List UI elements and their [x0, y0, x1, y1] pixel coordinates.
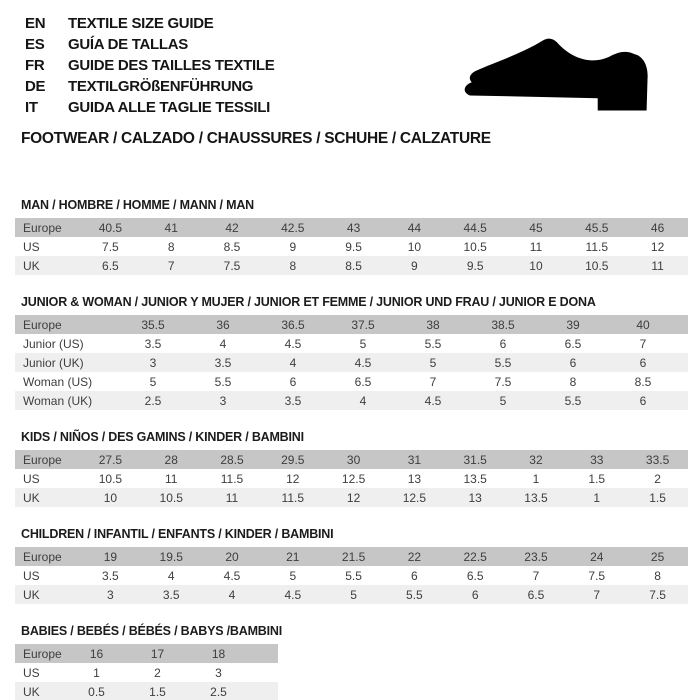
size-cell: 44.5	[463, 220, 487, 235]
size-cell: 28.5	[220, 452, 244, 467]
table-row	[15, 566, 688, 585]
size-cell: 9.5	[466, 258, 484, 273]
size-cell: 1.5	[649, 490, 666, 505]
size-cell: 10.5	[159, 490, 183, 505]
size-cell: 43	[346, 220, 361, 235]
size-cell: 13	[407, 471, 422, 486]
size-cell: 5	[359, 336, 367, 351]
size-cell: 11	[651, 258, 664, 273]
language-row	[25, 34, 274, 55]
table-row	[15, 644, 278, 663]
size-cell: 19	[103, 549, 118, 564]
size-cell: 33.5	[645, 452, 670, 467]
size-cell: 31	[407, 452, 422, 467]
table-row	[15, 315, 688, 334]
table-row	[15, 585, 688, 604]
size-cell: 5.5	[424, 336, 442, 351]
size-cell: 10.5	[463, 239, 487, 254]
size-cell: 45	[529, 220, 543, 235]
size-cell: 38	[426, 317, 440, 332]
size-cell: 4	[359, 393, 367, 408]
size-cell: 4.5	[284, 587, 302, 602]
size-cell: 2	[154, 665, 161, 680]
language-title: TEXTILE SIZE GUIDE	[68, 15, 214, 32]
filler-cell	[249, 663, 278, 682]
row-label: UK	[23, 490, 40, 505]
size-cell: 8.5	[345, 258, 362, 273]
row-label: Europe	[23, 317, 62, 332]
size-tables	[15, 198, 695, 700]
table-row	[15, 237, 688, 256]
size-cell: 40.5	[98, 220, 123, 235]
row-label: UK	[23, 587, 40, 602]
table-row	[15, 334, 688, 353]
size-cell: 40	[636, 317, 650, 332]
filler-cell	[678, 372, 688, 391]
row-label: Junior (UK)	[23, 355, 84, 370]
table-row	[15, 682, 278, 700]
size-cell: 12	[650, 239, 665, 254]
size-table-section	[15, 430, 695, 507]
size-cell: 17	[150, 646, 165, 661]
size-cell: 8	[167, 239, 175, 254]
size-cell: 3.5	[102, 568, 119, 583]
language-title: TEXTILGRÖßENFÜHRUNG	[68, 78, 254, 95]
size-cell: 5.5	[345, 568, 362, 583]
size-cell: 7.5	[102, 239, 119, 254]
size-cell: 6	[289, 374, 297, 389]
size-cell: 7	[167, 258, 175, 273]
size-cell: 7	[593, 587, 601, 602]
size-cell: 6	[639, 355, 647, 370]
table-row	[15, 547, 688, 566]
size-cell: 11.5	[585, 239, 608, 254]
size-cell: 5	[499, 393, 507, 408]
size-cell: 7	[429, 374, 437, 389]
size-cell: 10.5	[585, 258, 609, 273]
row-label: US	[23, 665, 40, 680]
size-cell: 6.5	[466, 568, 484, 583]
language-row	[25, 76, 274, 97]
size-cell: 8.5	[634, 374, 652, 389]
row-label: Woman (US)	[23, 374, 93, 389]
language-row	[25, 13, 274, 34]
size-cell: 6	[499, 336, 507, 351]
filler-cell	[678, 334, 688, 353]
size-cell: 21.5	[341, 549, 366, 564]
row-label: Europe	[23, 220, 62, 235]
size-cell: 38.5	[491, 317, 515, 332]
size-table	[15, 218, 688, 275]
size-cell: 10.5	[98, 471, 123, 486]
size-cell: 4.5	[223, 568, 241, 583]
row-label: US	[23, 568, 40, 583]
size-cell: 13.5	[524, 490, 548, 505]
size-cell: 7.5	[494, 374, 512, 389]
size-cell: 4	[167, 568, 175, 583]
size-cell: 11	[164, 471, 178, 486]
size-cell: 0.5	[88, 684, 105, 699]
size-cell: 3.5	[162, 587, 180, 602]
row-label: Junior (US)	[23, 336, 84, 351]
size-cell: 18	[211, 646, 226, 661]
size-cell: 10	[407, 239, 422, 254]
size-cell: 1	[532, 471, 540, 486]
size-cell: 22	[407, 549, 422, 564]
size-cell: 3	[149, 355, 157, 370]
row-label: Europe	[23, 646, 62, 661]
size-cell: 13	[468, 490, 482, 505]
language-row	[25, 97, 274, 118]
size-cell: 8	[569, 374, 577, 389]
table-row	[15, 488, 688, 507]
table-row	[15, 663, 278, 682]
size-cell: 2	[654, 471, 661, 486]
size-cell: 3.5	[284, 393, 302, 408]
size-cell: 3.5	[144, 336, 162, 351]
size-cell: 13.5	[463, 471, 487, 486]
language-code: ES	[25, 36, 45, 53]
size-cell: 5.5	[564, 393, 582, 408]
size-cell: 5.5	[214, 374, 232, 389]
size-cell: 4.5	[284, 336, 302, 351]
size-cell: 10	[103, 490, 118, 505]
size-cell: 42	[225, 220, 239, 235]
size-table	[15, 450, 688, 507]
size-cell: 42.5	[281, 220, 305, 235]
size-cell: 3	[219, 393, 227, 408]
size-cell: 36.5	[281, 317, 305, 332]
size-cell: 6	[471, 587, 479, 602]
language-code: EN	[25, 15, 46, 32]
size-table	[15, 644, 278, 700]
size-cell: 9	[289, 239, 297, 254]
size-cell: 3.5	[214, 355, 232, 370]
size-cell: 2.5	[210, 684, 227, 699]
size-cell: 35.5	[141, 317, 165, 332]
table-title: JUNIOR & WOMAN / JUNIOR Y MUJER / JUNIOR ET FEMME / JUNIOR UND FRAU / JUNIOR E DONA	[21, 295, 596, 309]
size-cell: 5.5	[406, 587, 423, 602]
size-cell: 8	[654, 568, 661, 583]
filler-cell	[678, 315, 688, 334]
size-cell: 7.5	[223, 258, 241, 273]
size-cell: 19.5	[159, 549, 183, 564]
size-cell: 36	[216, 317, 230, 332]
category-line: FOOTWEAR / CALZADO / CHAUSSURES / SCHUHE / CALZATURE	[21, 130, 491, 147]
size-table	[15, 315, 688, 410]
size-cell: 12	[346, 490, 361, 505]
table-title: CHILDREN / INFANTIL / ENFANTS / KINDER / BAMBINI	[21, 527, 334, 541]
language-title: GUÍA DE TALLAS	[68, 36, 188, 53]
size-cell: 5	[289, 568, 297, 583]
size-table	[15, 547, 688, 604]
size-cell: 1.5	[588, 471, 606, 486]
size-cell: 28	[164, 452, 178, 467]
size-table-section	[15, 527, 695, 604]
row-label: UK	[23, 684, 40, 699]
row-label: UK	[23, 258, 40, 273]
size-cell: 11	[529, 239, 543, 254]
size-cell: 7	[639, 336, 647, 351]
size-cell: 3	[215, 665, 222, 680]
language-code: IT	[25, 99, 38, 116]
table-row	[15, 353, 688, 372]
size-cell: 5	[149, 374, 157, 389]
size-cell: 45.5	[585, 220, 609, 235]
size-table-section	[15, 624, 695, 700]
size-cell: 33	[590, 452, 604, 467]
row-label: US	[23, 239, 40, 254]
size-cell: 31.5	[463, 452, 487, 467]
language-title: GUIDE DES TAILLES TEXTILE	[68, 57, 275, 74]
size-cell: 21	[286, 549, 300, 564]
size-cell: 6	[411, 568, 418, 583]
size-cell: 6.5	[527, 587, 545, 602]
language-header	[25, 13, 274, 118]
filler-cell	[249, 644, 278, 663]
table-row	[15, 256, 688, 275]
language-row	[25, 55, 274, 76]
table-title: KIDS / NIÑOS / DES GAMINS / KINDER / BAMBINI	[21, 430, 304, 444]
size-cell: 27.5	[98, 452, 123, 467]
size-cell: 12	[286, 471, 300, 486]
filler-cell	[678, 353, 688, 372]
size-cell: 46	[650, 220, 665, 235]
size-cell: 8.5	[223, 239, 241, 254]
size-table-section	[15, 295, 695, 410]
table-row	[15, 469, 688, 488]
size-cell: 29.5	[281, 452, 305, 467]
size-cell: 5.5	[494, 355, 512, 370]
row-label: Woman (UK)	[23, 393, 93, 408]
size-cell: 4	[228, 587, 236, 602]
size-cell: 10	[529, 258, 543, 273]
language-title: GUIDA ALLE TAGLIE TESSILI	[68, 99, 270, 116]
size-cell: 25	[650, 549, 665, 564]
size-cell: 37.5	[351, 317, 375, 332]
table-row	[15, 372, 688, 391]
size-cell: 7	[532, 568, 540, 583]
size-cell: 4.5	[424, 393, 442, 408]
size-cell: 4	[289, 355, 297, 370]
size-cell: 20	[225, 549, 239, 564]
size-cell: 6.5	[564, 336, 582, 351]
size-cell: 30	[346, 452, 361, 467]
size-cell: 6.5	[354, 374, 372, 389]
size-cell: 6.5	[102, 258, 119, 273]
size-cell: 11.5	[281, 490, 305, 505]
size-cell: 12.5	[341, 471, 366, 486]
table-title: MAN / HOMBRE / HOMME / MANN / MAN	[21, 198, 254, 212]
language-code: DE	[25, 78, 46, 95]
size-cell: 7.5	[588, 568, 606, 583]
size-cell: 5	[429, 355, 437, 370]
size-cell: 2.5	[144, 393, 162, 408]
size-table-section	[15, 198, 695, 275]
size-cell: 24	[590, 549, 604, 564]
size-cell: 1	[93, 665, 100, 680]
language-code: FR	[25, 57, 45, 74]
size-cell: 1	[593, 490, 601, 505]
size-cell: 3	[107, 587, 114, 602]
row-label: Europe	[23, 549, 62, 564]
size-cell: 6	[569, 355, 577, 370]
row-label: US	[23, 471, 40, 486]
filler-cell	[249, 682, 278, 700]
size-cell: 16	[89, 646, 104, 661]
table-title: BABIES / BEBÉS / BÉBÉS / BABYS /BAMBINI	[21, 624, 282, 638]
size-cell: 39	[566, 317, 580, 332]
size-cell: 1.5	[149, 684, 166, 699]
size-cell: 4.5	[354, 355, 372, 370]
shoe-icon	[456, 24, 668, 118]
size-cell: 9.5	[345, 239, 362, 254]
filler-cell	[678, 391, 688, 410]
size-cell: 7.5	[649, 587, 666, 602]
table-row	[15, 391, 688, 410]
size-cell: 41	[164, 220, 178, 235]
row-label: Europe	[23, 452, 62, 467]
size-cell: 22.5	[463, 549, 487, 564]
size-cell: 5	[350, 587, 357, 602]
size-cell: 4	[219, 336, 227, 351]
size-cell: 9	[411, 258, 418, 273]
size-cell: 44	[407, 220, 422, 235]
table-row	[15, 450, 688, 469]
table-row	[15, 218, 688, 237]
size-cell: 11	[225, 490, 239, 505]
size-cell: 12.5	[402, 490, 427, 505]
size-cell: 32	[529, 452, 543, 467]
size-cell: 23.5	[524, 549, 548, 564]
size-cell: 6	[639, 393, 647, 408]
size-cell: 11.5	[220, 471, 244, 486]
size-cell: 8	[289, 258, 297, 273]
